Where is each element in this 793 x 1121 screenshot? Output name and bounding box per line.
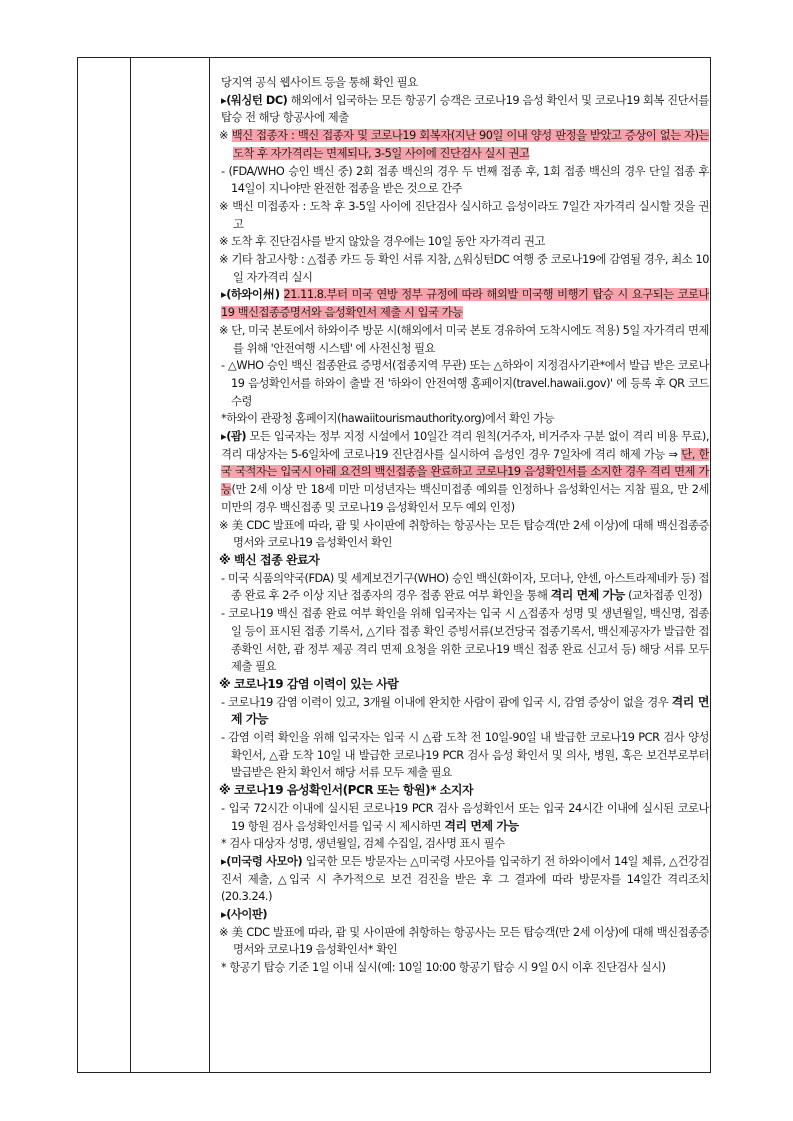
note: ※ 美 CDC 발표에 따라, 괌 및 사이판에 취항하는 항공사는 모든 탑승객(만 2세 이상)에 대해 백신접종증명서와 코로나19 음성확인서 확인	[219, 518, 709, 550]
note-vaccinated: ※ 백신 접종자 : 백신 접종자 및 코로나19 회복자(지난 90일 이내 양성 판정을 받았고 증상이 없는 자)는 도착 후 자가격리는 면제되나, 3-5일 사이에 진단검사 실시 권고	[219, 129, 709, 160]
section-heading: ※ 코로나19 음성확인서(PCR 또는 항원)* 소지자	[219, 783, 474, 798]
paragraph: 당지역 공식 웹사이트 등을 통해 확인 필요	[221, 76, 418, 89]
hawaii-paragraph	[221, 286, 709, 321]
footnote: *하와이 관광청 홈페이지(hawaiitourismauthority.org)에서 확인 가능	[221, 412, 555, 426]
sub-item: - △WHO 승인 백신 접종완료 증명서(접종지역 무관) 또는 △하와이 지정검사기관*에서 발급 받은 코로나19 음성확인서를 하와이 출발 전 '하와이 안전여행 홈페이지(travel.hawaii.gov)' 에 등록 후 QR 코드 수령	[221, 359, 709, 408]
region-heading: ▸(괌)	[221, 430, 247, 444]
guam-paragraph: ▸(괌) 모든 입국자는 정부 지정 시설에서 10일간 격리 원칙(거주자, 비거주자 구분 없이 격리 비용 무료), 격리 대상자는 5-6일차에 코로나19 진단검사를 실시하여 음성인 경우 7일차에 격리 해제 가능 ⇒ 단, 한국 국적자는 입국시 아래 요건의 백신접종을 완료하고 코로나19 음성확인서를 소지한 경우 격리 면제 가능(만 2세 이상 만 18세 미만 미성년자는 백신미접종 예외를 인정하나 음성확인서는 지참 필요, 만 2세 미만의 경우 백신접종 및 코로나19 음성확인서 모두 예외 인정)	[221, 430, 709, 514]
column-divider-1	[130, 58, 131, 1072]
footnote: * 항공기 탑승 기준 1일 이내 실시(예: 10일 10:00 항공기 탑승 시 9일 0시 이후 진단검사 실시)	[221, 961, 666, 975]
sub-item: - 코로나19 감염 이력이 있고, 3개월 이내에 완치한 사람이 괌에 입국 시, 감염 증상이 없을 경우 격리 면제 가능	[221, 694, 709, 727]
region-heading: ▸(미국령 사모아)	[221, 854, 303, 868]
sub-item: - (FDA/WHO 승인 백신 중) 2회 접종 백신의 경우 두 번째 접종 후, 1회 접종 백신의 경우 단일 접종 후 14일이 지나야만 완전한 접종을 받은 것으로 간주	[221, 164, 709, 196]
section-heading: ※ 코로나19 감염 이력이 있는 사람	[219, 676, 399, 691]
region-heading: ▸(하와이州)	[221, 288, 280, 302]
sub-item: - 코로나19 백신 접종 완료 여부 확인을 위해 입국자는 입국 시 △접종자 성명 및 생년월일, 백신명, 접종일 등이 표시된 접종 기록서, △기타 접종 확인 증빙서류(보건당국 접종기록서, 백신제공자가 발급한 접종확인 서한, 괌 정부 제공 격리 면제 요청을 위한 코로나19 백신 접종 완료 신고서 등) 해당 서류 모두 제출 필요	[221, 607, 709, 674]
column-divider-2	[209, 58, 210, 1072]
highlighted-text: 단, 한국 국적자는 입국시 아래 요건의 백신접종을 완료하고 코로나19 음성확인서를 소지한 경우 격리 면제 가능	[221, 447, 709, 497]
content-table	[77, 57, 711, 1073]
american-samoa-paragraph: ▸(미국령 사모아) 입국한 모든 방문자는 △미국령 사모아를 입국하기 전 하와이에서 14일 체류, △건강검진서 제출, △입국 시 추가적으로 보건 검진을 받은 후 그 결과에 따라 방문자를 14일간 격리조치(20.3.24.)	[221, 854, 709, 904]
note: ※ 美 CDC 발표에 따라, 괌 및 사이판에 취항하는 항공사는 모든 탑승객(만 2세 이상)에 대해 백신접종증명서와 코로나19 음성확인서* 확인	[219, 925, 709, 957]
note: ※ 단, 미국 본토에서 하와이주 방문 시(해외에서 미국 본토 경유하여 도착시에도 적용) 5일 자가격리 면제를 위해 '안전여행 시스템' 에 사전신청 필요	[219, 323, 709, 355]
sub-item: - 감염 이력 확인을 위해 입국자는 입국 시 △괌 도착 전 10일-90일 내 발급한 코로나19 PCR 검사 양성 확인서, △괌 도착 10일 내 발급한 코로나19 PCR 검사 음성 확인서 및 의사, 병원, 혹은 보건부로부터 발급받은 완치 확인서 해당 서류 모두 제출 필요	[221, 731, 709, 780]
region-heading: ▸(워싱턴 DC)	[221, 93, 288, 107]
note: ※ 기타 참고사항 : △접종 카드 등 확인 서류 지참, △워싱턴DC 여행 중 코로나19에 감염될 경우, 최소 10일 자가격리 실시	[219, 253, 709, 284]
saipan-heading: ▸(사이판)	[221, 908, 268, 922]
highlighted-text: 21.11.8.부터 미국 연방 정부 규정에 따라 해외발 미국행 비행기 탑승 시 요구되는 코로나19 백신접종증명서와 음성확인서 제출 시 입국 가능	[221, 288, 709, 320]
highlighted-text: 백신 접종자 : 백신 접종자 및 코로나19 회복자(지난 90일 이내 양성 판정을 받았고 증상이 없는 자)는 도착 후 자가격리는 면제되나, 3-5일 사이에 진단검사 실시 권고	[231, 129, 709, 160]
note: ※ 도착 후 진단검사를 받지 않았을 경우에는 10일 동안 자가격리 권고	[219, 235, 545, 249]
sub-item: - 입국 72시간 이내에 실시된 코로나19 PCR 검사 음성확인서 또는 입국 24시간 이내에 실시된 코로나19 항원 검사 음성확인서를 입국 시 제시하면 격리 면제 가능	[221, 801, 709, 833]
washington-dc-paragraph: ▸(워싱턴 DC) 해외에서 입국하는 모든 항공기 승객은 코로나19 음성 확인서 및 코로나19 회복 진단서를 탑승 전 해당 항공사에 제출	[221, 93, 709, 125]
footnote: * 검사 대상자 성명, 생년월일, 검체 수집일, 검사명 표시 필수	[221, 837, 505, 851]
section-heading: ※ 백신 접종 완료자	[219, 552, 320, 567]
note-unvaccinated: ※ 백신 미접종자 : 도착 후 3-5일 사이에 진단검사 실시하고 음성이라도 7일간 자가격리 실시할 것을 권고	[219, 199, 709, 231]
content-cell	[221, 74, 709, 977]
sub-item: - 미국 식품의약국(FDA) 및 세계보건기구(WHO) 승인 백신(화이자, 모더나, 얀센, 아스트라제네카 등) 접종 완료 후 2주 이상 지난 접종자의 경우 접종 완료 여부 확인을 통해 격리 면제 가능 (교차접종 인정)	[221, 571, 709, 603]
